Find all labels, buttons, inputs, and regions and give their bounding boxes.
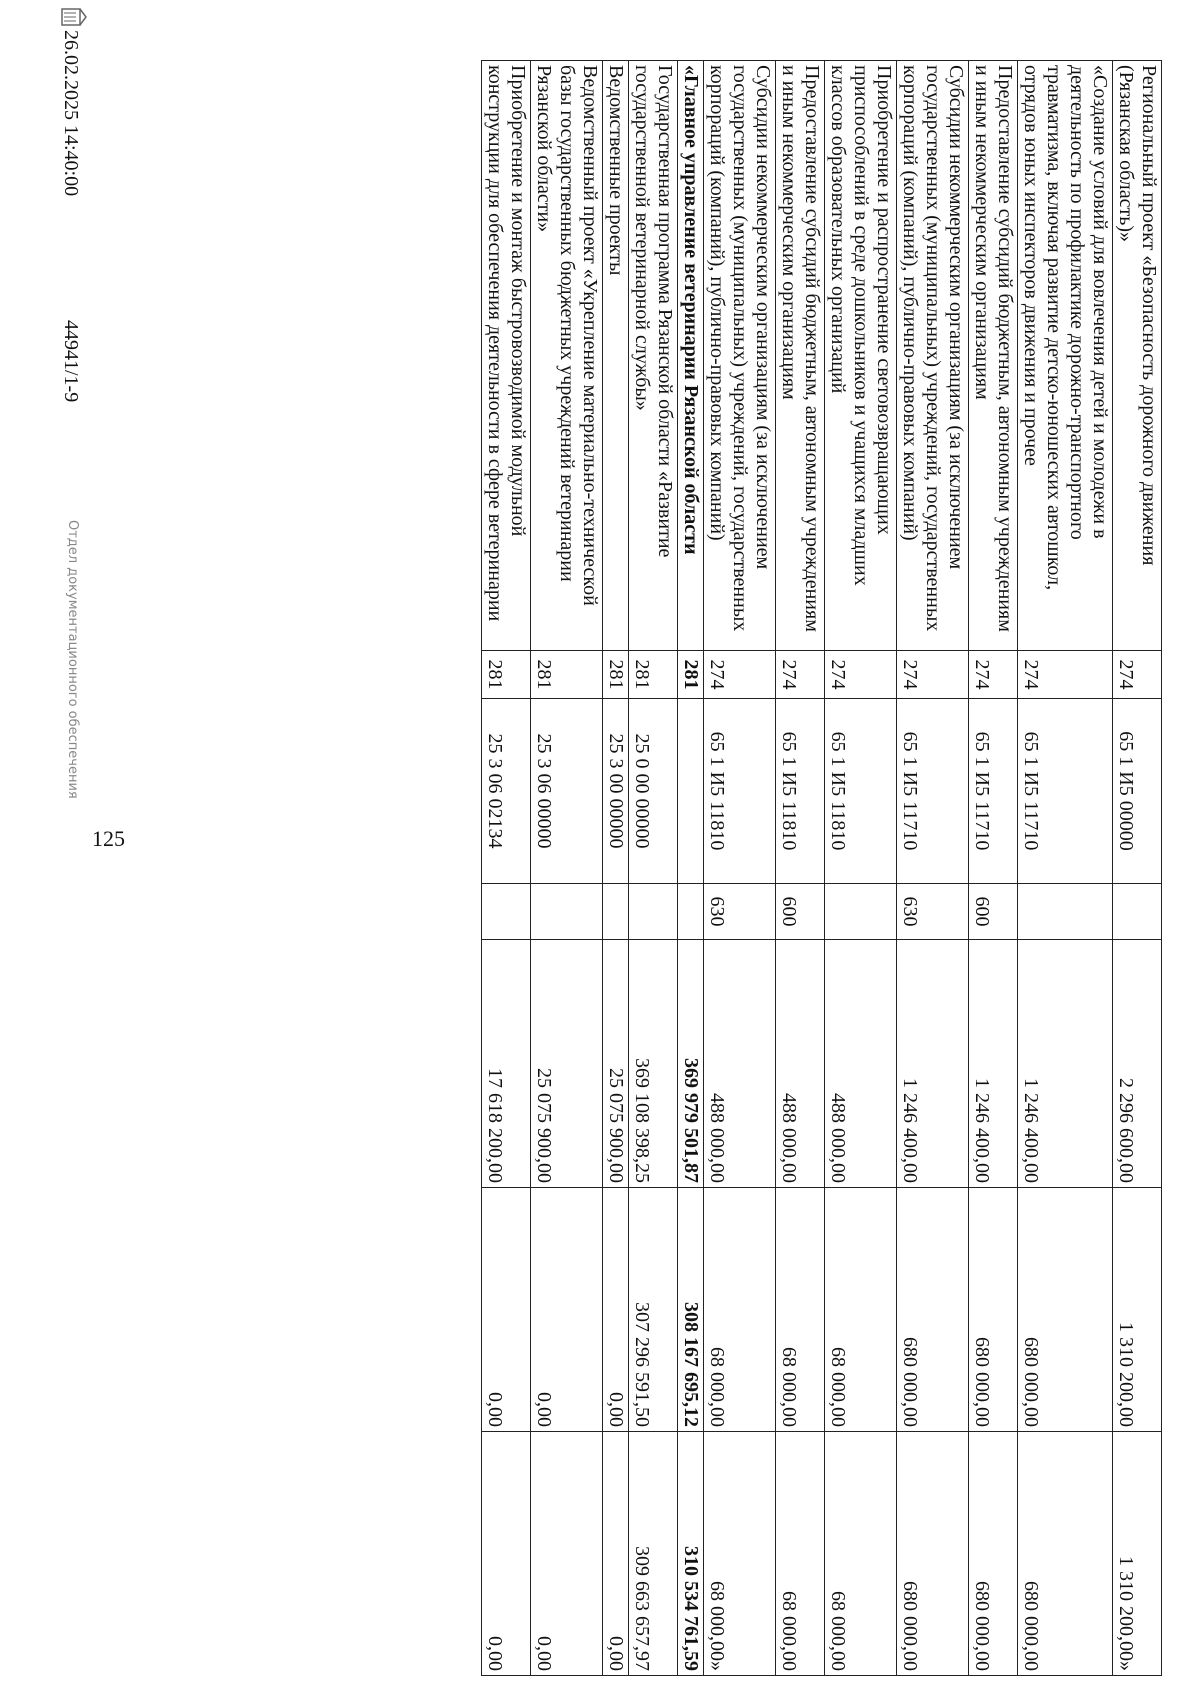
row-vr-code: 630	[704, 884, 776, 940]
row-sum-2025: 2 296 600,00	[1113, 940, 1162, 1188]
row-vr-code	[603, 884, 629, 940]
row-csr-code: 65 1 И5 11710	[897, 699, 969, 884]
page-number: 125	[92, 826, 125, 851]
row-sum-2025: 369 979 501,87	[678, 940, 704, 1188]
table-row	[897, 61, 969, 1676]
row-vr-code: 600	[969, 884, 1018, 940]
row-sum-2027: 0,00	[603, 1432, 629, 1676]
row-sum-2026: 680 000,00	[1018, 1188, 1113, 1432]
row-ved-code: 274	[1018, 651, 1113, 699]
row-sum-2025: 25 075 900,00	[531, 940, 603, 1188]
row-sum-2025: 1 246 400,00	[969, 940, 1018, 1188]
row-vr-code	[629, 884, 678, 940]
table-row	[678, 61, 704, 1676]
row-csr-code	[678, 699, 704, 884]
row-sum-2027: 68 000,00	[825, 1432, 897, 1676]
row-csr-code: 65 1 И5 11710	[969, 699, 1018, 884]
row-vr-code	[1113, 884, 1162, 940]
table-row	[776, 61, 825, 1676]
row-ved-code: 281	[603, 651, 629, 699]
row-vr-code	[531, 884, 603, 940]
row-name: Региональный проект «Безопасность дорожного движения (Рязанская область)»	[1113, 61, 1162, 651]
row-csr-code: 25 3 06 02134	[482, 699, 531, 884]
footer-doc-id: 44941/1-9	[60, 320, 82, 403]
row-sum-2025: 488 000,00	[825, 940, 897, 1188]
row-vr-code	[825, 884, 897, 940]
row-name: Приобретение и монтаж быстровозводимой модульной конструкции для обеспечения деятельности в сфере ветеринарии	[482, 61, 531, 651]
row-sum-2027: 680 000,00	[897, 1432, 969, 1676]
budget-table-body	[482, 61, 1162, 1676]
row-ved-code: 281	[482, 651, 531, 699]
table-row	[1018, 61, 1113, 1676]
row-name: «Главное управление ветеринарии Рязанской области	[678, 61, 704, 651]
row-csr-code: 25 0 00 00000	[629, 699, 678, 884]
row-sum-2025: 488 000,00	[704, 940, 776, 1188]
row-name: Ведомственные проекты	[603, 61, 629, 651]
row-name: «Создание условий для вовлечения детей и молодежи в деятельность по профилактике дорожно-транспортного травматизма, включая развитие детско-юношеских автошкол, отрядов юных инспекторов движения и прочее	[1018, 61, 1113, 651]
row-sum-2025: 1 246 400,00	[897, 940, 969, 1188]
row-name: Предоставление субсидий бюджетным, автономным учреждениям и иным некоммерческим организациям	[776, 61, 825, 651]
row-sum-2027: 68 000,00	[776, 1432, 825, 1676]
row-vr-code: 600	[776, 884, 825, 940]
row-sum-2026: 0,00	[603, 1188, 629, 1432]
row-sum-2026: 0,00	[482, 1188, 531, 1432]
row-sum-2027: 0,00	[482, 1432, 531, 1676]
row-ved-code: 281	[629, 651, 678, 699]
table-row	[603, 61, 629, 1676]
row-sum-2026: 0,00	[531, 1188, 603, 1432]
row-sum-2025: 1 246 400,00	[1018, 940, 1113, 1188]
row-vr-code	[678, 884, 704, 940]
row-ved-code: 281	[531, 651, 603, 699]
row-sum-2026: 308 167 695,12	[678, 1188, 704, 1432]
row-name: Субсидии некоммерческим организациям (за исключением государственных (муниципальных) учреждений, государственных корпораций (компаний), публично-правовых компаний)	[897, 61, 969, 651]
row-sum-2026: 68 000,00	[704, 1188, 776, 1432]
row-sum-2026: 1 310 200,00	[1113, 1188, 1162, 1432]
row-ved-code: 274	[897, 651, 969, 699]
table-row	[531, 61, 603, 1676]
row-name: Предоставление субсидий бюджетным, автономным учреждениям и иным некоммерческим организациям	[969, 61, 1018, 651]
row-name: Ведомственный проект «Укрепление материально-технической базы государственных бюджетных учреждений ветеринарии Рязанской области»	[531, 61, 603, 651]
row-name: Государственная программа Рязанской области «Развитие государственной ветеринарной службы»	[629, 61, 678, 651]
row-csr-code: 25 3 06 00000	[531, 699, 603, 884]
row-sum-2027: 309 663 657,97	[629, 1432, 678, 1676]
row-vr-code	[1018, 884, 1113, 940]
table-row	[825, 61, 897, 1676]
row-csr-code: 65 1 И5 11710	[1018, 699, 1113, 884]
row-sum-2026: 68 000,00	[776, 1188, 825, 1432]
row-sum-2027: 0,00	[531, 1432, 603, 1676]
row-sum-2027: 68 000,00»	[704, 1432, 776, 1676]
row-sum-2027: 1 310 200,00»	[1113, 1432, 1162, 1676]
table-row	[704, 61, 776, 1676]
row-sum-2027: 680 000,00	[969, 1432, 1018, 1676]
row-vr-code: 630	[897, 884, 969, 940]
row-name: Приобретение и распространение световозвращающих приспособлений в среде дошкольников и учащихся младших классов образовательных организаций	[825, 61, 897, 651]
row-csr-code: 65 1 И5 11810	[825, 699, 897, 884]
footer-stamp: Отдел документационного обеспечения	[65, 520, 80, 799]
row-ved-code: 274	[776, 651, 825, 699]
row-sum-2026: 680 000,00	[897, 1188, 969, 1432]
row-sum-2025: 369 108 398,25	[629, 940, 678, 1188]
row-sum-2027: 680 000,00	[1018, 1432, 1113, 1676]
row-sum-2025: 17 618 200,00	[482, 940, 531, 1188]
row-sum-2027: 310 534 761,59	[678, 1432, 704, 1676]
row-sum-2026: 680 000,00	[969, 1188, 1018, 1432]
footer-date: 26.02.2025 14:40:00	[60, 30, 82, 197]
row-ved-code: 274	[825, 651, 897, 699]
table-row	[482, 61, 531, 1676]
table-row	[969, 61, 1018, 1676]
row-vr-code	[482, 884, 531, 940]
row-csr-code: 65 1 И5 11810	[704, 699, 776, 884]
row-ved-code: 274	[704, 651, 776, 699]
row-csr-code: 65 1 И5 00000	[1113, 699, 1162, 884]
row-csr-code: 25 3 00 00000	[603, 699, 629, 884]
row-sum-2025: 488 000,00	[776, 940, 825, 1188]
row-sum-2025: 25 075 900,00	[603, 940, 629, 1188]
row-sum-2026: 68 000,00	[825, 1188, 897, 1432]
table-row	[1113, 61, 1162, 1676]
row-csr-code: 65 1 И5 11810	[776, 699, 825, 884]
row-ved-code: 274	[1113, 651, 1162, 699]
row-name: Субсидии некоммерческим организациям (за исключением государственных (муниципальных) учреждений, государственных корпораций (компаний), публично-правовых компаний)	[704, 61, 776, 651]
row-sum-2026: 307 296 591,50	[629, 1188, 678, 1432]
row-ved-code: 274	[969, 651, 1018, 699]
table-row	[629, 61, 678, 1676]
row-ved-code: 281	[678, 651, 704, 699]
budget-table	[481, 60, 1162, 1676]
logo-icon	[58, 6, 88, 28]
